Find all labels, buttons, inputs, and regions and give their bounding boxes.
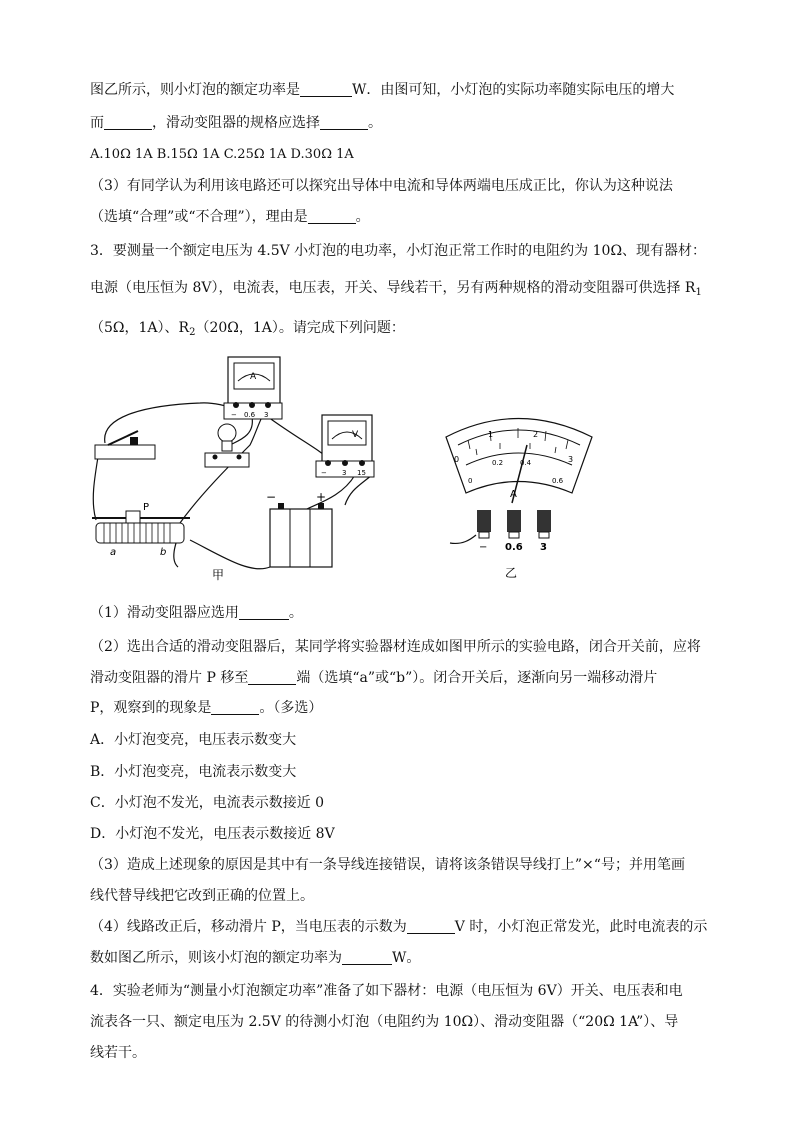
end-a-label: a — [110, 547, 117, 558]
question-3-line-1: 3．要测量一个额定电压为 4.5V 小灯泡的电功率，小灯泡正常工作时的电阻约为 10Ω、现有器材： — [90, 243, 707, 259]
scale-bottom-tick-label: 0.2 — [492, 459, 504, 467]
scale-bottom-tick-label: 0.4 — [520, 459, 532, 467]
part-2-line-2 — [90, 668, 657, 688]
text-line-1 — [90, 80, 674, 100]
text-segment: W。 — [392, 950, 421, 966]
scale-meter-letter: A — [510, 489, 517, 500]
text-segment: （1）滑动变阻器应选用 — [90, 605, 239, 621]
part-4-line-1 — [90, 917, 707, 937]
text-segment: （4）线路改正后，移动滑片 P，当电压表的示数为 — [90, 919, 407, 935]
text-segment: 。 — [355, 209, 370, 225]
switch — [95, 431, 155, 459]
scale-terminal-label: 3 — [540, 542, 547, 553]
battery-positive-label: + — [316, 490, 327, 504]
text-segment: 。（多选） — [259, 700, 323, 716]
scale-bottom-tick-label: 0.6 — [552, 477, 564, 485]
ammeter-letter: A — [250, 372, 257, 382]
part-1-line — [90, 603, 303, 623]
voltmeter-terminal-label: 3 — [342, 469, 347, 477]
text-segment: V 时，小灯泡正常发光，此时电流表的示 — [454, 919, 708, 935]
option-d: D．小灯泡不发光，电压表示数接近 8V — [90, 826, 335, 842]
ammeter — [224, 357, 282, 419]
text-segment: 滑动变阻器的滑片 P 移至 — [90, 670, 249, 686]
text-segment: 电源（电压恒为 8V），电流表，电压表，开关、导线若干，另有两种规格的滑动变阻器可供选择 R — [90, 280, 696, 296]
text-segment: 。 — [368, 115, 382, 131]
voltmeter — [316, 415, 374, 477]
voltmeter-terminal-label: − — [321, 469, 327, 477]
battery — [266, 490, 332, 567]
text-segment: ，滑动变阻器的规格应选择 — [152, 115, 320, 131]
part-3-line-2: 线代替导线把它改到正确的位置上。 — [90, 888, 314, 904]
question-4-line-2: 流表各一只、额定电压为 2.5V 的待测小灯泡（电阻约为 10Ω）、滑动变阻器（“20Ω 1A”）、导 — [90, 1014, 679, 1030]
subscript: 2 — [189, 327, 196, 338]
figure-label-jia: 甲 — [212, 568, 225, 582]
ammeter-terminal-label: 3 — [264, 411, 269, 419]
answer-blank[interactable] — [407, 919, 455, 934]
text-segment: 图乙所示，则小灯泡的额定功率是 — [90, 82, 300, 98]
text-line-4: （3）有同学认为利用该电路还可以探究出导体中电流和导体两端电压成正比，你认为这种说法 — [90, 178, 673, 194]
scale-terminal-label: 0.6 — [505, 542, 523, 553]
rheostat — [92, 502, 190, 558]
scale-bottom-tick-label: 0 — [468, 477, 473, 485]
part-2-line-1: （2）选出合适的滑动变阻器后，某同学将实验器材连成如图甲所示的实验电路，闭合开关前，应将 — [90, 639, 701, 655]
question-4-line-1: 4．实验老师为“测量小灯泡额定功率”准备了如下器材：电源（电压恒为 6V）开关、电压表和电 — [90, 983, 683, 999]
scale-top-tick-label: 1 — [488, 430, 494, 439]
figure-label-yi: 乙 — [505, 566, 518, 580]
subscript: 1 — [695, 287, 702, 298]
answer-blank[interactable] — [308, 209, 356, 224]
ammeter-terminal-label: − — [231, 411, 237, 419]
answer-blank[interactable] — [239, 605, 289, 620]
scale-terminal-label: − — [479, 542, 488, 553]
answer-blank[interactable] — [104, 115, 152, 130]
text-segment: （5Ω，1A）、R — [90, 320, 190, 336]
scale-top-tick-label: 3 — [568, 455, 574, 464]
text-segment: （选填“合理”或“不合理”），理由是 — [90, 209, 308, 225]
answer-blank[interactable] — [248, 670, 296, 685]
answer-blank[interactable] — [211, 700, 259, 715]
text-segment: 。 — [288, 605, 303, 621]
end-b-label: b — [160, 547, 167, 558]
slider-label: P — [143, 502, 150, 513]
text-line-2 — [90, 113, 382, 133]
voltmeter-terminal-label: 15 — [357, 469, 366, 477]
text-segment: 数如图乙所示，则该小灯泡的额定功率为 — [90, 950, 342, 966]
part-3-line-1: （3）造成上述现象的原因是其中有一条导线连接错误，请将该条错误导线打上”×“号；并用笔画 — [90, 857, 685, 873]
scale-terminals — [477, 510, 551, 538]
text-segment: 端（选填“a”或“b”）。闭合开关后，逐渐向另一端移动滑片 — [296, 670, 658, 686]
ammeter-terminal-label: 0.6 — [244, 411, 256, 419]
scale-top-tick-label: 2 — [533, 430, 539, 439]
battery-negative-label: − — [266, 490, 277, 504]
option-c: C．小灯泡不发光，电流表示数接近 0 — [90, 795, 325, 811]
text-segment: （20Ω，1A）。请完成下列问题： — [195, 320, 405, 336]
option-a: A．小灯泡变亮，电压表示数变大 — [90, 732, 297, 748]
ammeter-scale — [446, 419, 592, 554]
question-4-line-3: 线若干。 — [90, 1045, 146, 1061]
text-segment: 而 — [90, 115, 104, 131]
option-b: B．小灯泡变亮，电流表示数变大 — [90, 764, 297, 780]
question-3-line-2 — [90, 278, 702, 303]
text-segment: W．由图可知，小灯泡的实际功率随实际电压的增大 — [352, 82, 675, 98]
text-segment: P，观察到的现象是 — [90, 700, 212, 716]
answer-blank[interactable] — [320, 115, 368, 130]
question-3-line-3 — [90, 318, 405, 343]
part-4-line-2 — [90, 948, 420, 968]
options-line: A.10Ω 1A B.15Ω 1A C.25Ω 1A D.30Ω 1A — [90, 147, 354, 162]
circuit-figure — [0, 345, 794, 590]
part-2-line-3 — [90, 698, 322, 718]
light-bulb — [205, 424, 249, 467]
text-line-5 — [90, 207, 370, 227]
voltmeter-letter: V — [352, 430, 359, 440]
answer-blank[interactable] — [300, 82, 352, 97]
answer-blank[interactable] — [342, 950, 392, 965]
scale-top-tick-label: 0 — [454, 455, 460, 464]
